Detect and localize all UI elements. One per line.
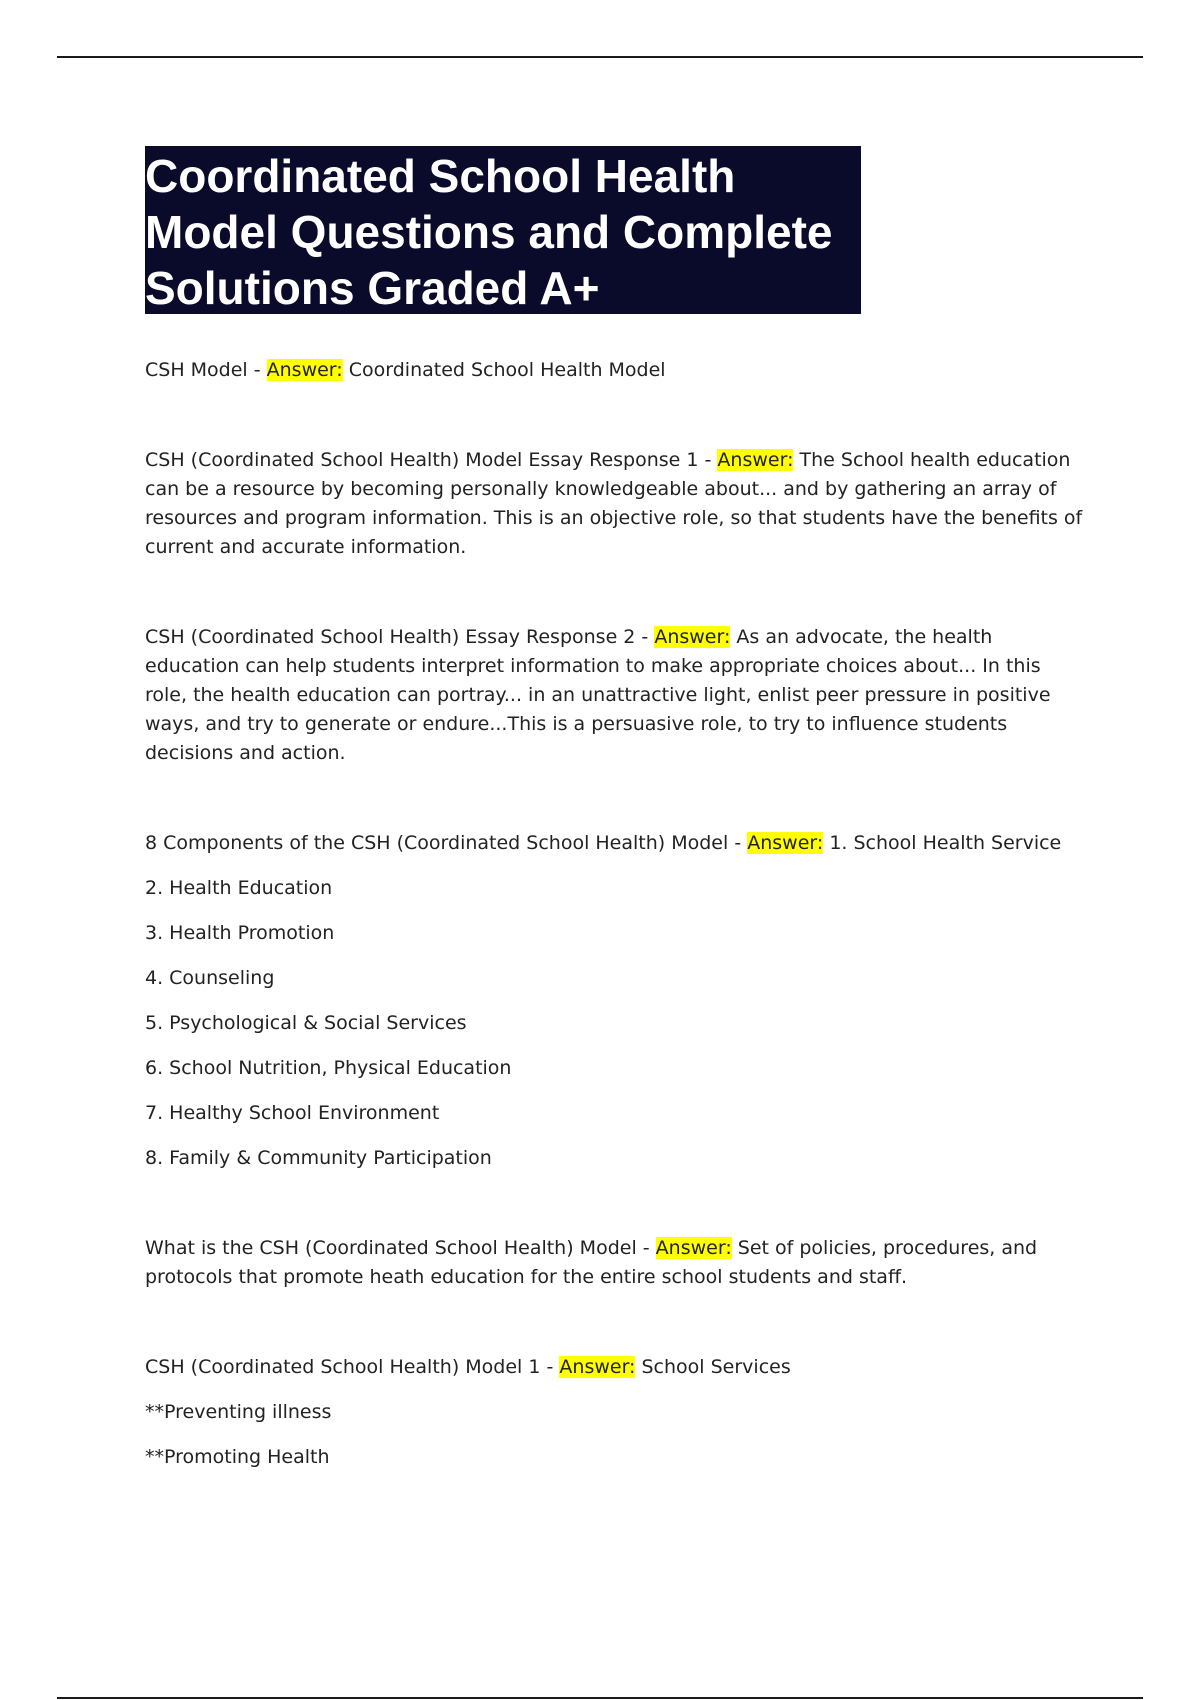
qa-item	[145, 356, 1085, 385]
answer-text: 1. School Health Service	[829, 832, 1062, 854]
list-item: 8. Family & Community Participation	[145, 1147, 492, 1169]
qa-item	[145, 1353, 1085, 1472]
list-item: **Promoting Health	[145, 1446, 330, 1468]
list-item: 3. Health Promotion	[145, 922, 335, 944]
answer-label: Answer:	[654, 626, 731, 648]
qa-item	[145, 829, 1085, 1173]
list-item: 6. School Nutrition, Physical Education	[145, 1057, 512, 1079]
qa-text	[145, 1353, 1085, 1382]
document-title: Coordinated School Health Model Questions and Complete Solutions Graded A+	[145, 146, 861, 314]
list-item: 4. Counseling	[145, 967, 275, 989]
top-rule	[57, 56, 1143, 58]
answer-text: Coordinated School Health Model	[348, 359, 666, 381]
list-item: 5. Psychological & Social Services	[145, 1012, 467, 1034]
qa-text	[145, 356, 1085, 385]
qa-text	[145, 446, 1085, 562]
bottom-rule	[57, 1697, 1143, 1699]
qa-item	[145, 1234, 1085, 1292]
question-text: CSH (Coordinated School Health) Essay Response 2 -	[145, 626, 655, 648]
list-item: **Preventing illness	[145, 1401, 332, 1423]
list-item: 2. Health Education	[145, 877, 333, 899]
answer-text: Set of policies, procedures, and protocols that promote heath education for the entire school students and staff.	[145, 1237, 1038, 1288]
question-text: CSH (Coordinated School Health) Model Essay Response 1 -	[145, 449, 718, 471]
qa-text	[145, 1234, 1085, 1292]
answer-label: Answer:	[266, 359, 343, 381]
question-text: What is the CSH (Coordinated School Health) Model -	[145, 1237, 656, 1259]
qa-text	[145, 623, 1085, 768]
qa-item	[145, 623, 1085, 768]
answer-label: Answer:	[717, 449, 794, 471]
answer-text: As an advocate, the health education can help students interpret information to make appropriate choices about... In this role, the health education can portray... in an unattractive light, enlist peer pressure in positive ways, and try to generate or endure...This is a persuasive role, to try to influence students decisions and action.	[145, 626, 1051, 764]
answer-label: Answer:	[559, 1356, 636, 1378]
qa-list	[145, 356, 1085, 1533]
question-text: CSH Model -	[145, 359, 267, 381]
qa-item	[145, 446, 1085, 562]
question-text: 8 Components of the CSH (Coordinated School Health) Model -	[145, 832, 748, 854]
answer-label: Answer:	[655, 1237, 732, 1259]
answer-label: Answer:	[747, 832, 824, 854]
list-item: 7. Healthy School Environment	[145, 1102, 440, 1124]
question-text: CSH (Coordinated School Health) Model 1 -	[145, 1356, 560, 1378]
answer-text: The School health education can be a resource by becoming personally knowledgeable about... and by gathering an array of resources and program information. This is an objective role, so that students have the benefits of current and accurate information.	[145, 449, 1083, 558]
bullet-list	[145, 1398, 1085, 1472]
qa-text	[145, 829, 1085, 858]
components-list	[145, 874, 1085, 1173]
answer-text: School Services	[641, 1356, 791, 1378]
